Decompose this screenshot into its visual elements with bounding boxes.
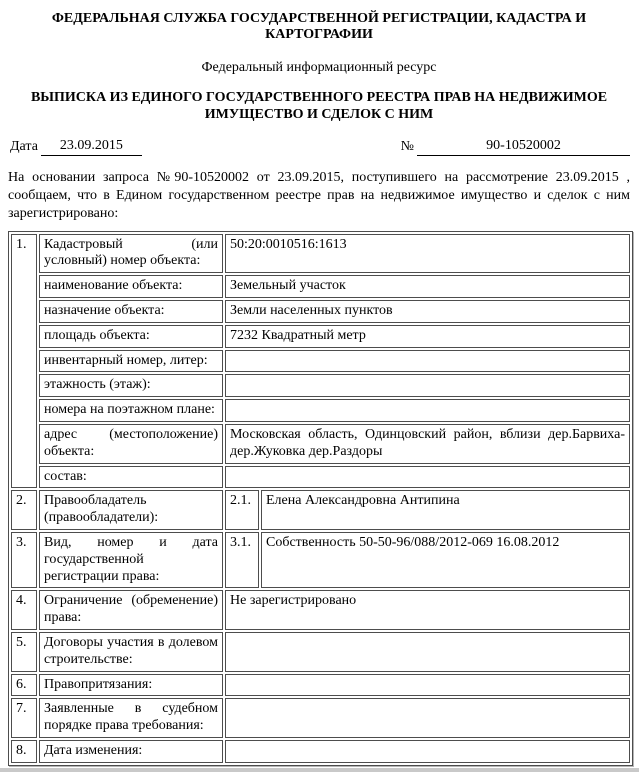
item4-number-cell: 4. <box>11 590 37 630</box>
cadastral-number-label: Кадастровый (или условный) номер объекта: <box>39 234 223 274</box>
legal-claims-label: Правопритязания: <box>39 674 223 697</box>
table-row-composition <box>11 466 630 489</box>
resource-subtitle: Федеральный информационный ресурс <box>201 60 437 76</box>
agency-title-line1: ФЕДЕРАЛЬНАЯ СЛУЖБА ГОСУДАРСТВЕННОЙ РЕГИСТРАЦИИ, КАДАСТРА И <box>51 11 587 26</box>
registration-record-label: Вид, номер и дата государственной регистрации права: <box>39 532 223 588</box>
table-row-shared-construction <box>11 632 630 672</box>
date-number-line <box>8 138 630 156</box>
egrp-table <box>8 231 633 766</box>
composition-label: состав: <box>39 466 223 489</box>
table-row-object-area <box>11 325 630 348</box>
shared-construction-value <box>225 632 630 672</box>
cadastral-number-value: 50:20:0010516:1613 <box>225 234 630 274</box>
object-name-value: Земельный участок <box>225 275 630 298</box>
object-purpose-label: назначение объекта: <box>39 300 223 323</box>
number-value: 90-10520002 <box>417 138 630 156</box>
item5-number-cell: 5. <box>11 632 37 672</box>
date-label: Дата <box>10 138 38 154</box>
table-row-object-address <box>11 424 630 464</box>
agency-title-line2: КАРТОГРАФИИ <box>265 27 373 43</box>
item8-number-cell: 8. <box>11 740 37 763</box>
floors-label: этажность (этаж): <box>39 374 223 397</box>
object-name-label: наименование объекта: <box>39 275 223 298</box>
doc-title-line1: ВЫПИСКА ИЗ ЕДИНОГО ГОСУДАРСТВЕННОГО РЕЕСТРА ПРАВ НА НЕДВИЖИМОЕ <box>30 90 608 106</box>
table-row-registration-record <box>11 532 630 588</box>
agency-title <box>8 11 630 43</box>
item7-number-cell: 7. <box>11 698 37 738</box>
date-value: 23.09.2015 <box>41 138 142 156</box>
table-row-change-date <box>11 740 630 763</box>
item3-number-cell: 3. <box>11 532 37 588</box>
rights-holder-subnumber: 2.1. <box>225 490 259 530</box>
rights-holder-label: Правообладатель (правообладатели): <box>39 490 223 530</box>
table-row-court-claims <box>11 698 630 738</box>
inventory-number-value <box>225 350 630 373</box>
change-date-value <box>225 740 630 763</box>
intro-paragraph: На основании запроса №90-10520002 от 23.09.2015, поступившего на рассмотрение 23.09.2015 , сообщаем, что в Едином государственном реестре прав на недвижимое имущество и сделок с ним зарегистрировано: <box>8 169 630 221</box>
page-bottom-edge <box>0 768 639 772</box>
object-address-label: адрес (местоположение) объекта: <box>39 424 223 464</box>
number-label: № <box>400 138 414 154</box>
encumbrance-label: Ограничение (обременение) права: <box>39 590 223 630</box>
object-address-value: Московская область, Одинцовский район, вблизи дер.Барвиха-дер.Жуковка дер.Раздоры <box>225 424 630 464</box>
table-row-object-purpose <box>11 300 630 323</box>
registration-record-subnumber: 3.1. <box>225 532 259 588</box>
table-row-legal-claims <box>11 674 630 697</box>
table-row-floor-plan-numbers <box>11 399 630 422</box>
change-date-label: Дата изменения: <box>39 740 223 763</box>
item2-number-cell: 2. <box>11 490 37 530</box>
floor-plan-numbers-label: номера на поэтажном плане: <box>39 399 223 422</box>
rights-holder-value: Елена Александровна Антипина <box>261 490 630 530</box>
composition-value <box>225 466 630 489</box>
object-area-value: 7232 Квадратный метр <box>225 325 630 348</box>
item1-number-cell: 1. <box>11 234 37 489</box>
legal-claims-value <box>225 674 630 697</box>
object-area-label: площадь объекта: <box>39 325 223 348</box>
table-row-encumbrance <box>11 590 630 630</box>
floors-value <box>225 374 630 397</box>
doc-title <box>8 90 630 122</box>
table-row-inventory-number <box>11 350 630 373</box>
court-claims-value <box>225 698 630 738</box>
item6-number-cell: 6. <box>11 674 37 697</box>
court-claims-label: Заявленные в судебном порядке права требования: <box>39 698 223 738</box>
doc-title-line2: ИМУЩЕСТВО И СДЕЛОК С НИМ <box>204 106 434 122</box>
inventory-number-label: инвентарный номер, литер: <box>39 350 223 373</box>
object-purpose-value: Земли населенных пунктов <box>225 300 630 323</box>
table-row-rights-holder <box>11 490 630 530</box>
table-row-cadastral-number <box>11 234 630 274</box>
floor-plan-numbers-value <box>225 399 630 422</box>
encumbrance-value: Не зарегистрировано <box>225 590 630 630</box>
table-row-floors <box>11 374 630 397</box>
shared-construction-label: Договоры участия в долевом строительстве: <box>39 632 223 672</box>
table-row-object-name <box>11 275 630 298</box>
registration-record-value: Собственность 50-50-96/088/2012-069 16.08.2012 <box>261 532 630 588</box>
